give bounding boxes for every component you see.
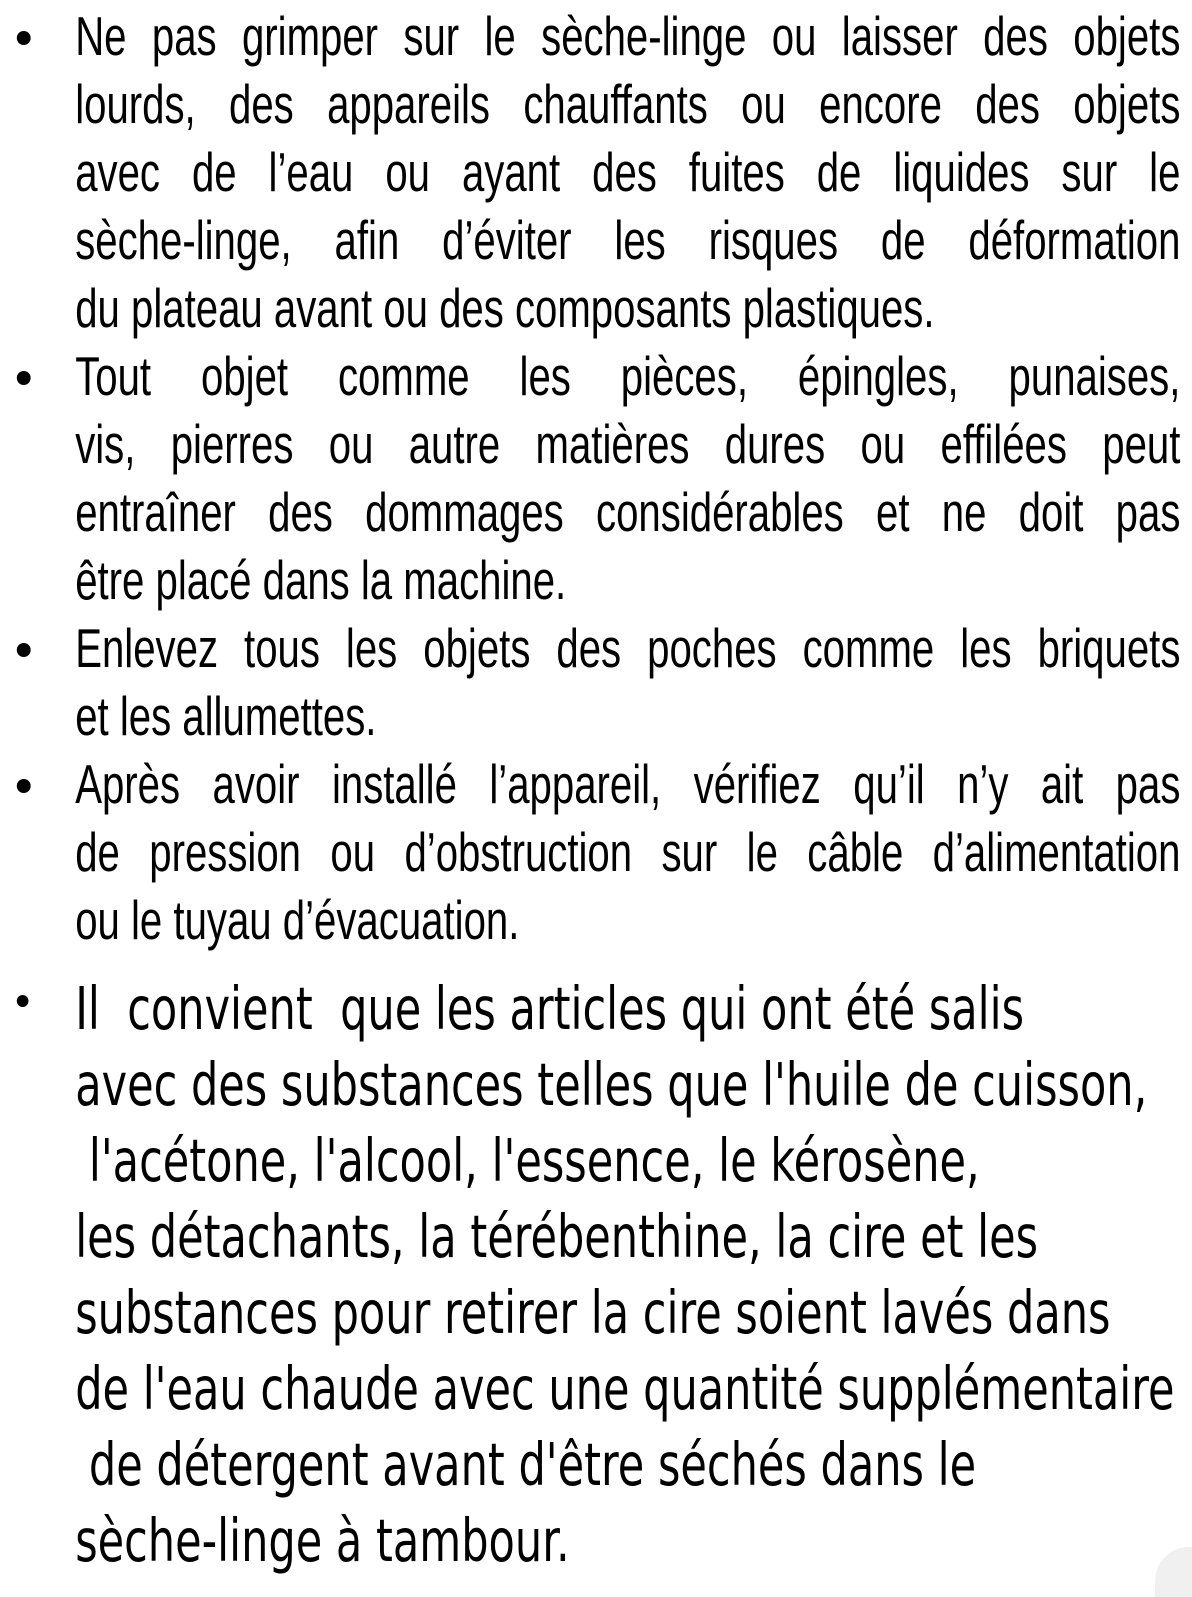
bullet-icon: [17, 643, 31, 657]
bullet-line: Tout objet comme les pièces, épingles, punaises,: [75, 345, 1181, 407]
list-item: [75, 614, 1192, 750]
bullet-icon: [17, 995, 29, 1007]
bullet-line: sèche-linge, afin d’éviter les risques de déformation: [75, 209, 1181, 271]
bullet-line: sèche-linge à tambour.: [75, 1506, 570, 1575]
bullet-line: vis, pierres ou autre matières dures ou effilées peut: [75, 413, 1181, 475]
bullet-line: avec des substances telles que l'huile de cuisson,: [75, 1050, 1148, 1119]
bullet-icon: [17, 371, 31, 385]
safety-bullet-list-2: [75, 971, 1192, 1579]
bullet-line: de l'eau chaude avec une quantité supplémentaire: [75, 1354, 1175, 1423]
bullet-line: Ne pas grimper sur le sèche-linge ou laisser des objets: [75, 5, 1181, 67]
list-item: [75, 2, 1192, 342]
list-item: [75, 971, 1192, 1579]
bullet-line: avec de l’eau ou ayant des fuites de liquides sur le: [75, 141, 1181, 203]
bullet-line: du plateau avant ou des composants plastiques.: [75, 277, 935, 339]
safety-bullet-list: [75, 2, 1192, 954]
bullet-line: ou le tuyau d’évacuation.: [75, 889, 520, 951]
bullet-line: lourds, des appareils chauffants ou encore des objets: [75, 73, 1181, 135]
bullet-line: Enlevez tous les objets des poches comme les briquets: [75, 617, 1181, 679]
bullet-icon: [17, 779, 31, 793]
list-item: [75, 750, 1192, 954]
bullet-line: les détachants, la térébenthine, la cire et les: [75, 1202, 1039, 1271]
bullet-line: de détergent avant d'être séchés dans le: [75, 1430, 977, 1499]
bullet-line: Après avoir installé l’appareil, vérifiez qu’il n’y ait pas: [75, 753, 1181, 815]
bullet-line: et les allumettes.: [75, 685, 377, 747]
bullet-line: de pression ou d’obstruction sur le câble d’alimentation: [75, 821, 1181, 883]
list-item: [75, 342, 1192, 614]
bullet-line: entraîner des dommages considérables et ne doit pas: [75, 481, 1181, 543]
bullet-line: être placé dans la machine.: [75, 549, 567, 611]
bullet-line: l'acétone, l'alcool, l'essence, le kérosène,: [75, 1126, 980, 1195]
bullet-line: substances pour retirer la cire soient lavés dans: [75, 1278, 1111, 1347]
bullet-icon: [17, 31, 31, 45]
bullet-line: Il convient que les articles qui ont été salis: [75, 974, 1025, 1043]
